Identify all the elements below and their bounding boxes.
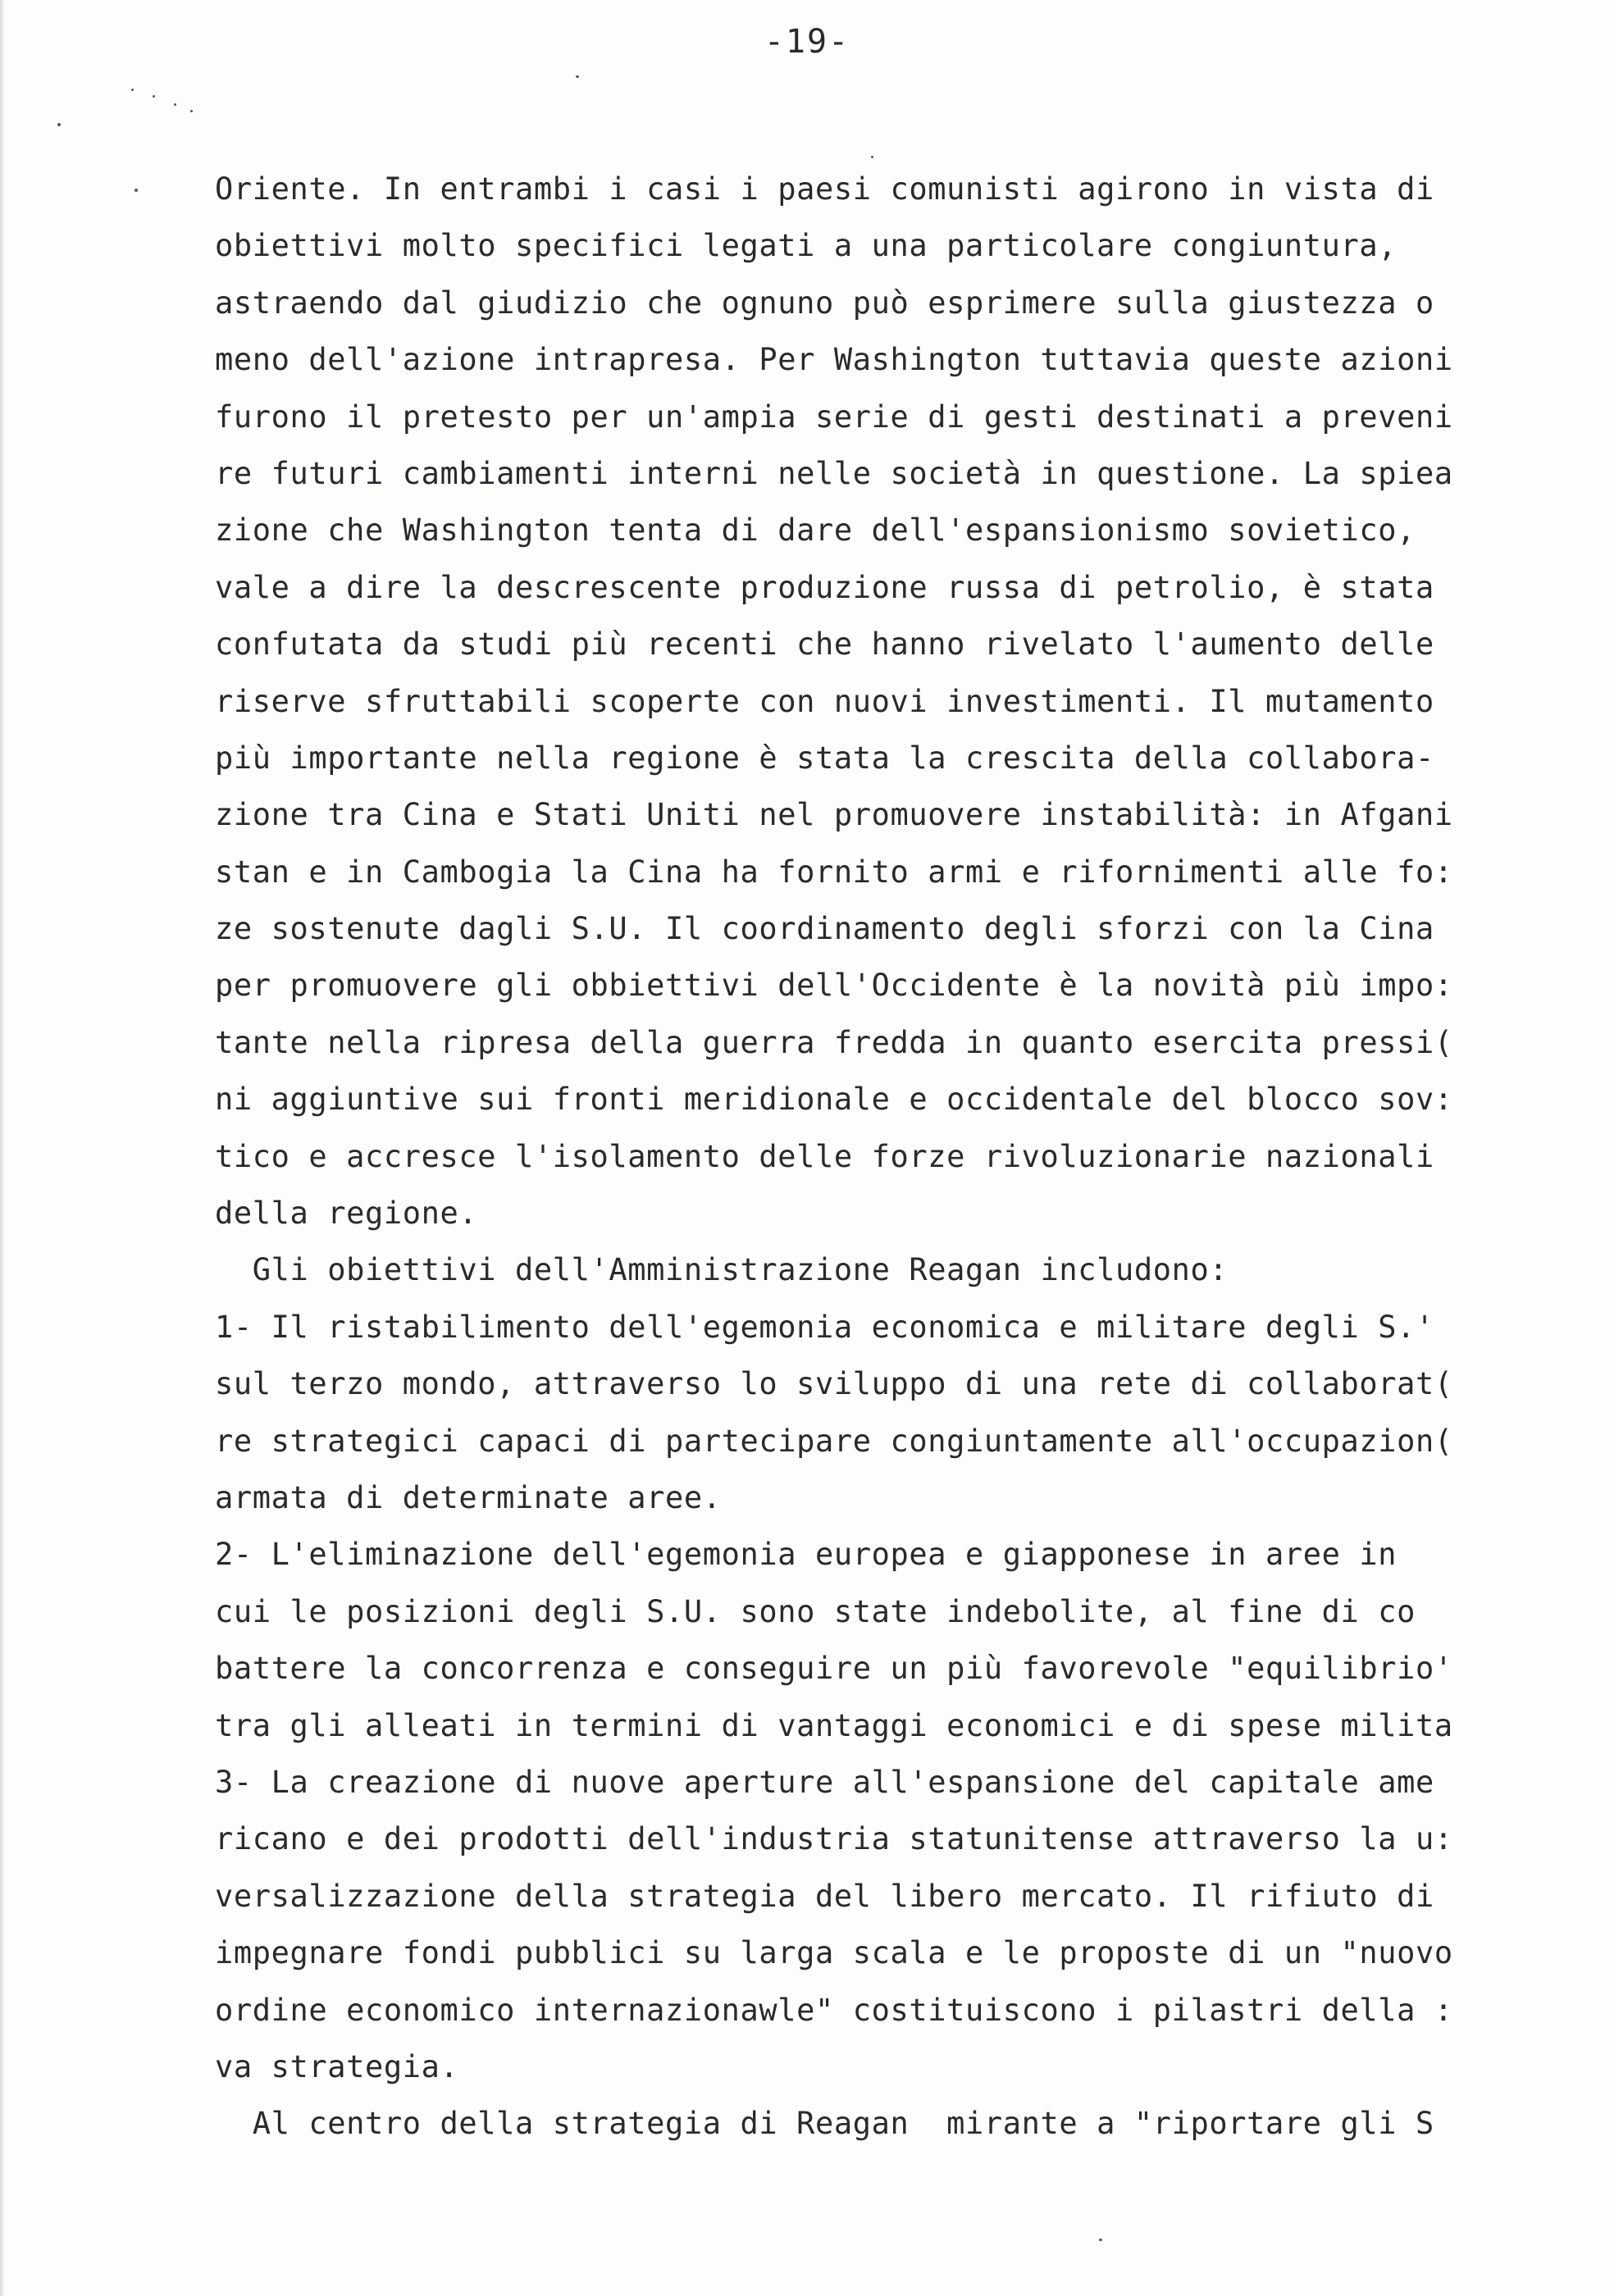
text-line: riserve sfruttabili scoperte con nuovi investimenti. Il mutamento <box>215 683 1434 719</box>
text-line: tico e accresce l'isolamento delle forze rivoluzionarie nazionali <box>215 1138 1434 1174</box>
text-line: della regione. <box>215 1196 478 1232</box>
scan-edge-shadow <box>0 0 5 2296</box>
page-number: -19- <box>764 23 850 61</box>
scan-speck <box>57 123 61 126</box>
text-line: tante nella ripresa della guerra fredda in quanto esercita pressi( <box>215 1024 1453 1060</box>
text-line: 2- L'eliminazione dell'egemonia europea e giapponese in aree in <box>215 1537 1397 1573</box>
text-line: ricano e dei prodotti dell'industria statunitense attraverso la u: <box>215 1821 1453 1857</box>
text-line: più importante nella regione è stata la crescita della collabora- <box>215 740 1434 776</box>
scan-speck <box>1099 2239 1102 2241</box>
text-line: 1- Il ristabilimento dell'egemonia economica e militare degli S.' <box>215 1309 1434 1345</box>
scan-speck <box>576 75 579 78</box>
text-line: per promuovere gli obbiettivi dell'Occidente è la novità più impo: <box>215 968 1453 1004</box>
scan-speck <box>131 89 134 91</box>
text-line: va strategia. <box>215 2048 459 2084</box>
text-line: Gli obiettivi dell'Amministrazione Reagan includono: <box>215 1252 1229 1288</box>
text-line: furono il pretesto per un'ampia serie di gesti destinati a preveni <box>215 399 1453 435</box>
body-text <box>215 161 1576 2152</box>
scan-speck <box>871 156 873 158</box>
text-line: re strategici capaci di partecipare congiuntamente all'occupazion( <box>215 1423 1453 1459</box>
text-line: zione tra Cina e Stati Uniti nel promuovere instabilità: in Afgani <box>215 797 1453 833</box>
text-line: obiettivi molto specifici legati a una particolare congiuntura, <box>215 228 1397 264</box>
text-line: Oriente. In entrambi i casi i paesi comunisti agirono in vista di <box>215 171 1434 207</box>
text-line: armata di determinate aree. <box>215 1479 722 1515</box>
text-line: battere la concorrenza e conseguire un più favorevole "equilibrio' <box>215 1651 1453 1687</box>
text-line: 3- La creazione di nuove aperture all'espansione del capitale ame <box>215 1764 1434 1800</box>
text-line: tra gli alleati in termini di vantaggi economici e di spese milita <box>215 1707 1453 1743</box>
text-line: ordine economico internazionawle" costituiscono i pilastri della : <box>215 1992 1453 2028</box>
text-line: cui le posizioni degli S.U. sono state indebolite, al fine di co <box>215 1593 1416 1629</box>
text-line: meno dell'azione intrapresa. Per Washington tuttavia queste azioni <box>215 342 1453 378</box>
scan-speck <box>153 95 155 98</box>
text-line: stan e in Cambogia la Cina ha fornito armi e rifornimenti alle fo: <box>215 854 1453 890</box>
text-line: confutata da studi più recenti che hanno rivelato l'aumento delle <box>215 626 1434 663</box>
text-line: ze sostenute dagli S.U. Il coordinamento degli sforzi con la Cina <box>215 911 1434 947</box>
text-line: re futuri cambiamenti interni nelle società in questione. La spiea <box>215 455 1453 491</box>
scan-speck <box>190 110 193 112</box>
scan-speck <box>174 103 176 106</box>
text-line: Al centro della strategia di Reagan mirante a "riportare gli S <box>215 2106 1434 2142</box>
text-line: ni aggiuntive sui fronti meridionale e occidentale del blocco sov: <box>215 1082 1453 1118</box>
text-line: zione che Washington tenta di dare dell'espansionismo sovietico, <box>215 512 1416 549</box>
scan-speck <box>134 189 138 192</box>
text-line: vale a dire la descrescente produzione russa di petrolio, è stata <box>215 569 1434 605</box>
text-line: sul terzo mondo, attraverso lo sviluppo di una rete di collaborat( <box>215 1366 1453 1402</box>
text-line: astraendo dal giudizio che ognuno può esprimere sulla giustezza o <box>215 285 1434 321</box>
text-line: impegnare fondi pubblici su larga scala e le proposte di un "nuovo <box>215 1935 1453 1971</box>
text-line: versalizzazione della strategia del libero mercato. Il rifiuto di <box>215 1878 1434 1914</box>
